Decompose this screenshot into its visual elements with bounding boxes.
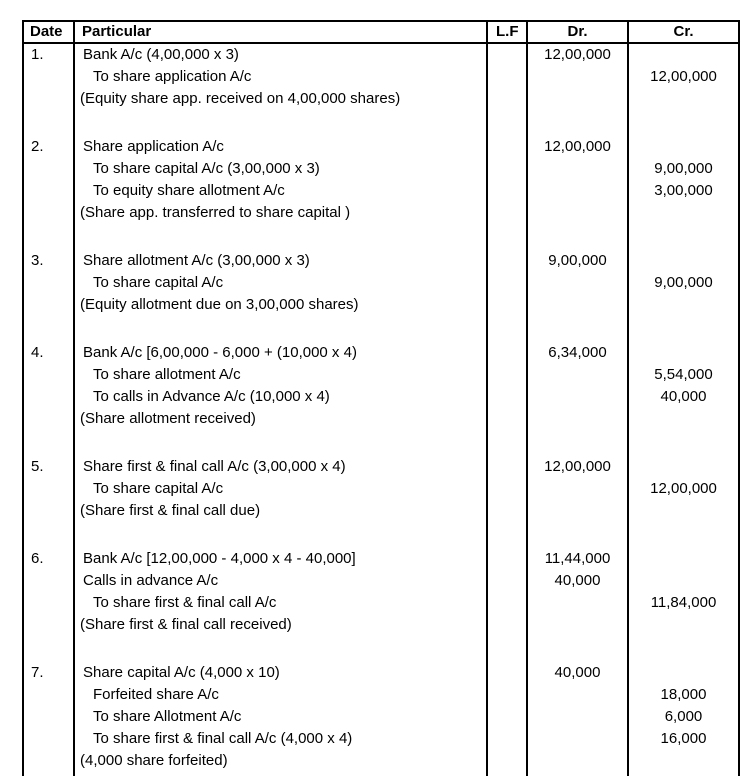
- dr-amount: [528, 614, 627, 636]
- cr-amount: [629, 136, 738, 158]
- cr-amount: [629, 662, 738, 684]
- entry-number: 6.: [31, 550, 44, 567]
- entry-number: [24, 684, 73, 706]
- particular-line: Share first & final call A/c (3,00,000 x 4): [83, 458, 346, 475]
- cr-amount: [629, 500, 738, 522]
- particular-column: [75, 44, 488, 776]
- particular-line: Bank A/c [12,00,000 - 4,000 x 4 - 40,000]: [83, 550, 356, 567]
- entry-spacer: [488, 522, 526, 548]
- cr-amount: [629, 548, 738, 570]
- entry-number: [24, 728, 73, 750]
- lf-cell: [488, 294, 526, 316]
- cr-amount: [629, 44, 738, 66]
- cr-amount: [629, 408, 738, 430]
- particular-line: Bank A/c [6,00,000 - 6,000 + (10,000 x 4): [83, 344, 357, 361]
- dr-amount: [528, 478, 627, 500]
- dr-amount: [528, 386, 627, 408]
- particular-line: Forfeited share A/c: [93, 686, 219, 703]
- entry-spacer: [24, 224, 73, 250]
- journal-entries-table: [22, 20, 740, 776]
- entry-spacer: [75, 430, 486, 456]
- particular-line: To share capital A/c: [93, 480, 224, 497]
- cr-amount: [629, 88, 738, 110]
- entry-number: 3.: [31, 252, 44, 269]
- lf-cell: [488, 570, 526, 592]
- entry-number: [24, 180, 73, 202]
- entry-number: [24, 66, 73, 88]
- particular-line: To equity share allotment A/c: [93, 182, 285, 199]
- entry-number: [24, 592, 73, 614]
- dr-amount: 12,00,000: [544, 458, 611, 475]
- lf-cell: [488, 66, 526, 88]
- entry-spacer: [629, 636, 738, 662]
- entry-number: [24, 364, 73, 386]
- dr-amount: [528, 500, 627, 522]
- entry-number: [24, 706, 73, 728]
- entry-number: [24, 500, 73, 522]
- dr-amount: 12,00,000: [544, 138, 611, 155]
- particular-line: (Share allotment received): [80, 410, 256, 427]
- particular-line: To share first & final call A/c: [93, 594, 277, 611]
- lf-cell: [488, 342, 526, 364]
- entry-spacer: [24, 316, 73, 342]
- column-header-date: Date: [24, 22, 75, 42]
- lf-cell: [488, 456, 526, 478]
- dr-amount: [528, 408, 627, 430]
- dr-amount: [528, 684, 627, 706]
- entry-spacer: [24, 522, 73, 548]
- dr-amount: 12,00,000: [544, 46, 611, 63]
- cr-amount: [629, 294, 738, 316]
- cr-amount: [629, 342, 738, 364]
- entry-spacer: [528, 110, 627, 136]
- entry-number: [24, 88, 73, 110]
- entry-spacer: [75, 110, 486, 136]
- dr-amount: [528, 158, 627, 180]
- lf-cell: [488, 250, 526, 272]
- dr-amount: [528, 66, 627, 88]
- entry-spacer: [75, 224, 486, 250]
- entry-spacer: [528, 224, 627, 250]
- cr-amount: 18,000: [660, 686, 707, 703]
- lf-cell: [488, 272, 526, 294]
- entry-spacer: [488, 224, 526, 250]
- cr-amount: 16,000: [660, 730, 707, 747]
- particular-line: To share Allotment A/c: [93, 708, 242, 725]
- lf-cell: [488, 364, 526, 386]
- particular-line: Share application A/c: [83, 138, 224, 155]
- particular-line: (Equity share app. received on 4,00,000 shares): [80, 90, 401, 107]
- entry-number: [24, 386, 73, 408]
- entry-spacer: [24, 636, 73, 662]
- entry-spacer: [24, 110, 73, 136]
- entry-spacer: [488, 430, 526, 456]
- cr-amount: [629, 250, 738, 272]
- dr-amount: [528, 88, 627, 110]
- cr-amount: 5,54,000: [654, 366, 713, 383]
- entry-spacer: [488, 316, 526, 342]
- entry-spacer: [629, 430, 738, 456]
- lf-cell: [488, 408, 526, 430]
- lf-cell: [488, 548, 526, 570]
- lf-cell: [488, 684, 526, 706]
- lf-cell: [488, 202, 526, 224]
- particular-line: (4,000 share forfeited): [80, 752, 228, 769]
- lf-cell: [488, 500, 526, 522]
- dr-amount: [528, 592, 627, 614]
- lf-cell: [488, 750, 526, 772]
- cr-amount: 12,00,000: [650, 480, 717, 497]
- cr-amount: 9,00,000: [654, 160, 713, 177]
- lf-cell: [488, 478, 526, 500]
- particular-line: Calls in advance A/c: [83, 572, 219, 589]
- lf-cell: [488, 706, 526, 728]
- entry-number: [24, 614, 73, 636]
- lf-cell: [488, 44, 526, 66]
- entry-number: [24, 272, 73, 294]
- particular-line: (Share first & final call due): [80, 502, 261, 519]
- entry-spacer: [75, 316, 486, 342]
- cr-amount: 12,00,000: [650, 68, 717, 85]
- entry-number: [24, 158, 73, 180]
- particular-line: To share allotment A/c: [93, 366, 241, 383]
- lf-cell: [488, 136, 526, 158]
- entry-number: [24, 750, 73, 772]
- dr-amount: 6,34,000: [548, 344, 607, 361]
- particular-line: To share first & final call A/c (4,000 x 4): [93, 730, 353, 747]
- particular-line: To share application A/c: [93, 68, 252, 85]
- table-header-row: [24, 22, 738, 44]
- dr-amount: [528, 750, 627, 772]
- cr-amount: 9,00,000: [654, 274, 713, 291]
- column-header-cr: Cr.: [673, 23, 694, 40]
- entry-number: 1.: [31, 46, 44, 63]
- particular-line: To share capital A/c (3,00,000 x 3): [93, 160, 320, 177]
- lf-cell: [488, 728, 526, 750]
- particular-line: To calls in Advance A/c (10,000 x 4): [93, 388, 330, 405]
- particular-line: To share capital A/c: [93, 274, 224, 291]
- dr-amount: [528, 364, 627, 386]
- cr-amount-column: [629, 44, 738, 776]
- entry-number: [24, 408, 73, 430]
- cr-amount: 6,000: [664, 708, 703, 725]
- dr-amount: [528, 294, 627, 316]
- column-header-dr: Dr.: [528, 22, 629, 42]
- particular-line: Share capital A/c (4,000 x 10): [83, 664, 280, 681]
- entry-number: 5.: [31, 458, 44, 475]
- entry-spacer: [24, 430, 73, 456]
- entry-spacer: [629, 224, 738, 250]
- column-header-particular: Particular: [75, 22, 488, 42]
- entry-number: [24, 570, 73, 592]
- particular-line: Share allotment A/c (3,00,000 x 3): [83, 252, 310, 269]
- lf-column: [488, 44, 528, 776]
- dr-amount-column: [528, 44, 629, 776]
- particular-line: Bank A/c (4,00,000 x 3): [83, 46, 239, 63]
- entry-spacer: [488, 110, 526, 136]
- entry-spacer: [75, 636, 486, 662]
- cr-amount: 40,000: [660, 388, 707, 405]
- entry-number: 2.: [31, 138, 44, 155]
- cr-amount: [629, 456, 738, 478]
- entry-spacer: [629, 110, 738, 136]
- entry-spacer: [629, 522, 738, 548]
- lf-cell: [488, 158, 526, 180]
- date-column: [24, 44, 75, 776]
- entry-spacer: [629, 316, 738, 342]
- dr-amount: 40,000: [554, 572, 601, 589]
- entry-number: [24, 202, 73, 224]
- cr-amount: [629, 202, 738, 224]
- dr-amount: [528, 202, 627, 224]
- dr-amount: 40,000: [554, 664, 601, 681]
- lf-cell: [488, 614, 526, 636]
- cr-amount: [629, 614, 738, 636]
- entry-number: 7.: [31, 664, 44, 681]
- entry-spacer: [488, 636, 526, 662]
- dr-amount: [528, 728, 627, 750]
- particular-line: (Share first & final call received): [80, 616, 292, 633]
- lf-cell: [488, 88, 526, 110]
- lf-cell: [488, 386, 526, 408]
- lf-cell: [488, 662, 526, 684]
- particular-line: (Share app. transferred to share capital ): [80, 204, 351, 221]
- entry-spacer: [528, 430, 627, 456]
- dr-amount: [528, 272, 627, 294]
- lf-cell: [488, 592, 526, 614]
- cr-amount: [629, 570, 738, 592]
- entry-number: [24, 294, 73, 316]
- entry-number: [24, 478, 73, 500]
- cr-amount: 11,84,000: [650, 594, 717, 611]
- entry-number: 4.: [31, 344, 44, 361]
- entry-spacer: [75, 522, 486, 548]
- table-body: [24, 44, 738, 776]
- dr-amount: 11,44,000: [544, 550, 611, 567]
- cr-amount: [629, 750, 738, 772]
- entry-spacer: [528, 636, 627, 662]
- dr-amount: [528, 706, 627, 728]
- entry-spacer: [528, 522, 627, 548]
- dr-amount: 9,00,000: [548, 252, 607, 269]
- particular-line: (Equity allotment due on 3,00,000 shares): [80, 296, 359, 313]
- column-header-lf: L.F: [488, 22, 528, 42]
- entry-spacer: [528, 316, 627, 342]
- cr-amount: 3,00,000: [654, 182, 713, 199]
- dr-amount: [528, 180, 627, 202]
- lf-cell: [488, 180, 526, 202]
